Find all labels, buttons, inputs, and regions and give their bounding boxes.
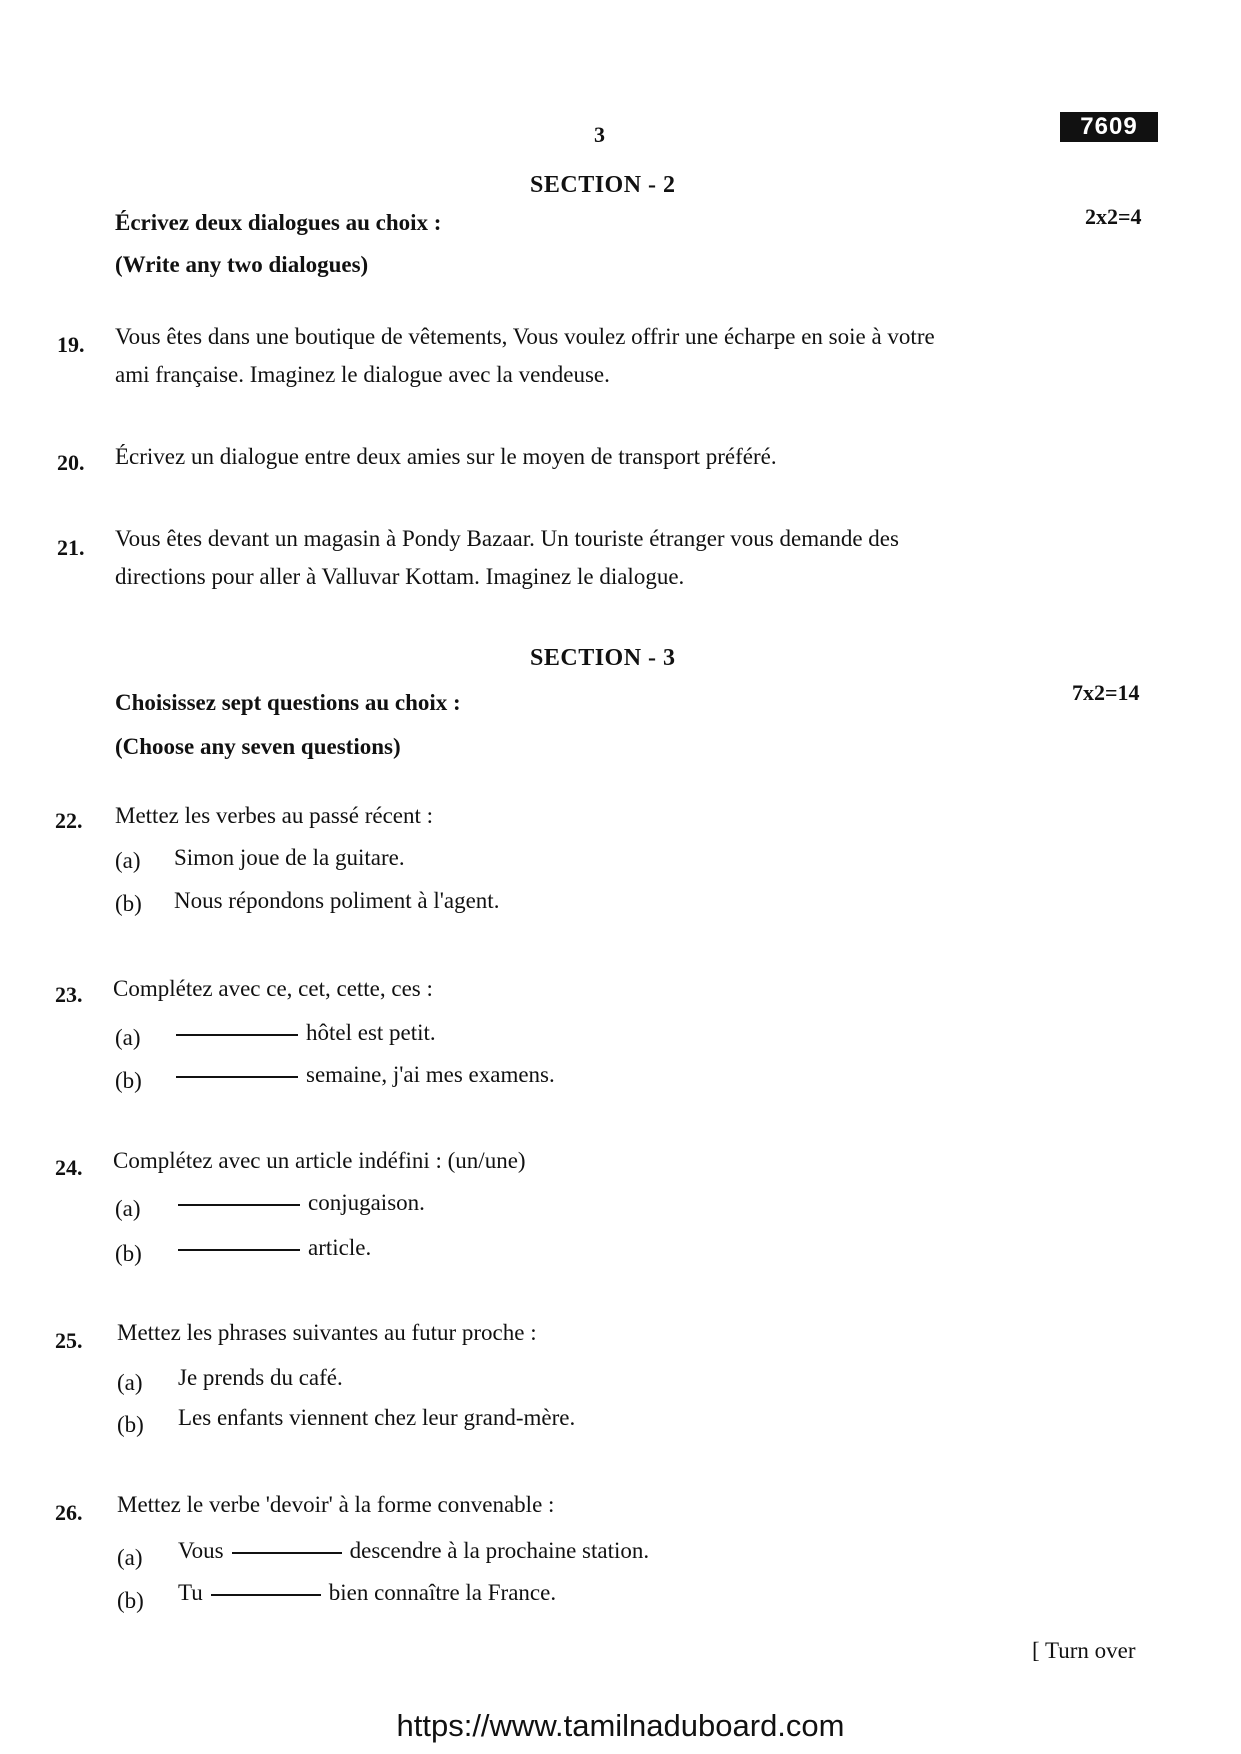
section-3-instruction-en: (Choose any seven questions): [115, 734, 401, 759]
question-text: [115, 520, 1115, 596]
question-text: [115, 438, 1115, 476]
section-3-instruction-fr: Choisissez sept questions au choix :: [115, 690, 461, 715]
option-label: (a): [115, 1196, 141, 1221]
option-text: Vous: [178, 1538, 224, 1563]
question-number: 23.: [55, 982, 83, 1007]
option-line: [178, 1580, 556, 1606]
option-line: [168, 1020, 436, 1046]
question-text: [115, 318, 1115, 394]
question-line: Vous êtes dans une boutique de vêtements, Vous voulez offrir une écharpe en soie à votre: [115, 324, 935, 349]
option-text: article.: [308, 1235, 372, 1260]
option-text: Tu: [178, 1580, 203, 1605]
question-line: ami française. Imaginez le dialogue avec la vendeuse.: [115, 362, 610, 387]
answer-blank[interactable]: [178, 1203, 300, 1206]
option-label: (a): [117, 1545, 143, 1570]
option-label: (a): [117, 1370, 143, 1395]
question-text: Mettez le verbe 'devoir' à la forme convenable :: [117, 1492, 555, 1517]
question-number: 24.: [55, 1155, 83, 1180]
option-text: Les enfants viennent chez leur grand-mère.: [178, 1405, 576, 1430]
option-label: (b): [115, 891, 142, 916]
question-text: Mettez les phrases suivantes au futur proche :: [117, 1320, 537, 1345]
answer-blank[interactable]: [178, 1248, 300, 1251]
section-3-marks: 7x2=14: [1072, 680, 1140, 705]
question-number: 21.: [57, 535, 85, 560]
answer-blank[interactable]: [211, 1593, 321, 1596]
section-2-instruction-en: (Write any two dialogues): [115, 252, 369, 277]
section-3-title: SECTION - 3: [530, 645, 676, 671]
answer-blank[interactable]: [176, 1075, 298, 1078]
option-label: (b): [115, 1068, 142, 1093]
question-number: 22.: [55, 808, 83, 833]
option-label: (a): [115, 848, 141, 873]
question-number: 25.: [55, 1328, 83, 1353]
question-text: Complétez avec un article indéfini : (un/une): [113, 1148, 526, 1173]
page-number: 3: [594, 122, 605, 147]
option-text: Je prends du café.: [178, 1365, 343, 1390]
turn-over-label: [ Turn over: [1032, 1638, 1136, 1663]
question-number: 26.: [55, 1500, 83, 1525]
option-text: conjugaison.: [308, 1190, 425, 1215]
answer-blank[interactable]: [176, 1033, 298, 1036]
answer-blank[interactable]: [232, 1551, 342, 1554]
option-line: [170, 1235, 371, 1261]
option-text: Simon joue de la guitare.: [174, 845, 405, 870]
option-label: (a): [115, 1025, 141, 1050]
section-2-marks: 2x2=4: [1085, 204, 1142, 229]
option-line: [170, 1190, 425, 1216]
question-text: Mettez les verbes au passé récent :: [115, 803, 434, 828]
question-number: 20.: [57, 450, 85, 475]
section-2-title: SECTION - 2: [530, 172, 676, 198]
option-text: hôtel est petit.: [306, 1020, 436, 1045]
question-number: 19.: [57, 332, 85, 357]
paper-code-badge: 7609: [1060, 112, 1158, 142]
question-line: Écrivez un dialogue entre deux amies sur le moyen de transport préféré.: [115, 444, 777, 469]
question-line: directions pour aller à Valluvar Kottam. Imaginez le dialogue.: [115, 564, 685, 589]
option-label: (b): [117, 1588, 144, 1613]
option-label: (b): [117, 1412, 144, 1437]
option-text: Nous répondons poliment à l'agent.: [174, 888, 500, 913]
footer-url[interactable]: https://www.tamilnaduboard.com: [396, 1708, 845, 1743]
option-line: [178, 1538, 649, 1564]
option-line: [168, 1062, 555, 1088]
option-text: semaine, j'ai mes examens.: [306, 1062, 555, 1087]
option-label: (b): [115, 1241, 142, 1266]
section-2-instruction-fr: Écrivez deux dialogues au choix :: [115, 210, 442, 235]
option-text: descendre à la prochaine station.: [349, 1538, 650, 1563]
question-line: Vous êtes devant un magasin à Pondy Bazaar. Un touriste étranger vous demande des: [115, 526, 899, 551]
option-text: bien connaître la France.: [328, 1580, 557, 1605]
question-text: Complétez avec ce, cet, cette, ces :: [113, 976, 433, 1001]
